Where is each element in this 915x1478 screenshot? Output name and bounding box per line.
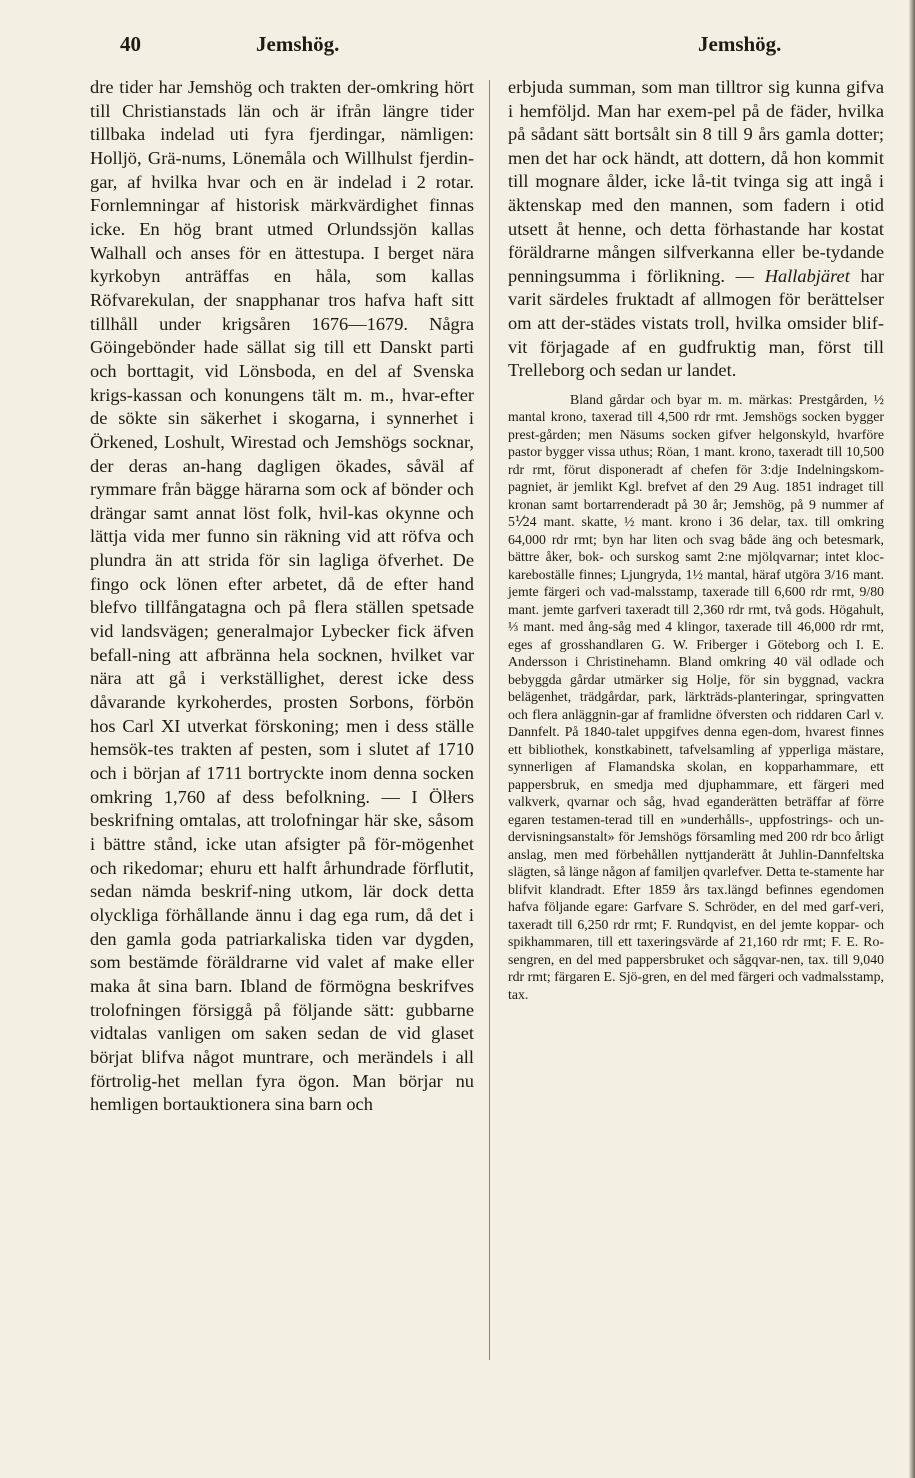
- left-column: [90, 76, 474, 1117]
- page-number: 40: [120, 32, 141, 56]
- paragraph-text: erbjuda summan, som man tilltror sig kunna gifva i hemföljd. Man har exem-pel på de fäder, hvilka på sådant sätt bortsålt sin 8 till 9 års gamla dotter; men det har ock händt, att dottern, då hon kommit till mognare ålder, icke lå-tit tvinga sig att ingå i äktenskap med den mannen, som fadern i otid utsett åt henne, och detta förhastande har kostat föräldrarne mången silfverkanna eller be-tydande penningsumma i förlikning. —: [508, 77, 884, 286]
- italic-place-name: Hallabjäret: [764, 265, 850, 286]
- column-divider: [489, 80, 490, 1360]
- right-column: [508, 76, 884, 1003]
- paragraph-text-end: har varit särdeles fruktadt af allmogen för berättelser om att der-städes vistats troll, hvilka omsider blif-vit förjagade af en gudfruktig man, först till Trelleborg och sedan ur landet.: [508, 265, 884, 381]
- small-print-paragraph: Bland gårdar och byar m. m. märkas: Prestgården, ½ mantal krono, taxerad till 4,500 rdr rmt. Jemshögs socken bygger prest-gården; men Näsums socken gifver helgonskyld, hvarföre pastor bygger vissa uthus; Röan, 1 mant. krono, taxeradt till 10,500 rdr rmt, förut disponeradt af chefen för 3:dje Indelningskom-pagniet, är jemlikt Kgl. brefvet af den 29 Aug. 1851 indraget till kronan samt bortarrenderadt på 30 år; Jemshög, på 9 nummer af 5⅟24 mant. skatte, ½ mant. krono i 36 delar, tax. till omkring 64,000 rdr rmt; byn har liten och svag både äng och betesmark, bättre åker, bok- och surskog samt 2:ne mjölqvarnar; intet kloc-kareboställe finnes; Ljungryda, 1½ mantal, häraf utgöra 3/16 mant. jemte färgeri och vad-malsstamp, taxerade till 6,600 rdr rmt, 9/80 mant. jemte garfveri taxeradt till 2,360 rdr rmt, två gods. Högahult, ⅓ mant. med ång-såg med 4 klingor, taxerade till 46,000 rdr rmt, eges af grosshandlaren G. W. Friberger i Göteborg och I. E. Andersson i Christinehamn. Bland omkring 40 väl odlade och bebyggda gårdar utmärker sig Holje, för sin byggnad, vackra belägenhet, trädgårdar, park, lärkträds-planteringar, springvatten och flera anläggnin-gar af framlidne öfversten och riddaren Carl v. Dannfelt. På 1840-talet uppgifves denna egen-dom, hvarest finnes ett bibliothek, konstkabinett, tafvelsamling af ypperliga mästare, synnerligen af Flamandska skolan, en kopparhammare, ett pappersbruk, en smedja med djuphammare, ett färgeri med valkverk, qvarnar och såg, hvad eganderätten beträffar af förre egaren testamen-terad till en »underhålls-, uppfostrings- och un-dervisningsanstalt» för Jemshögs församling med 200 rdr bco årligt anslag, men med förbehållen nyttjanderätt åt Juhlin-Dannfeltska slägten, så länge någon af familjen qvarlefver. Detta te-stamente har blifvit klandradt. Efter 1859 års tax.längd befinnes egendomen hafva följande egare: Garfvare S. Schröder, en del med garf-veri, taxeradt till 6,250 rdr rmt; F. Rundqvist, en del jemte koppar- och spikhammaren, till ett taxeringsvärde af 21,160 rdr rmt; F. E. Ro-sengren, en del med pappersbruket och sågqvar-nen, tax. till 9,040 rdr rmt; färgaren E. Sjö-gren, en del med färgeri och vadmalsstamp, tax.: [508, 391, 884, 1002]
- page-header: [88, 32, 896, 64]
- right-column-paragraph: [508, 76, 884, 383]
- running-head-right: Jemshög.: [698, 32, 782, 56]
- left-column-text: dre tider har Jemshög och trakten der-omkring hört till Christianstads län och är ifrån längre tider tillbaka indelad uti fyra fjerdingar, nämligen: Holljö, Grä-nums, Lönemåla och Willhulst fjerdin-gar, af hvilka hvar och en är indelad i 2 rotar. Fornlemningar af historisk märkvärdighet finnas icke. En hög brant utmed Orlundssjön kallas Walhall och anses för en ättestupa. I berget nära kyrkobyn anträffas en håla, som kallas Röfvarekulan, der snapphanar tros hafva haft sitt tillhåll under krigsåren 1676—1679. Några Göingebönder hade sällat sig till ett Danskt parti och borttagit, vid Lönsboda, en del af Svenska krigs-kassan och konungens tält m. m., hvar-efter de sökte sin säkerhet i skogarna, i synnerhet i Örkened, Loshult, Wirestad och Jemshögs socknar, der deras an-hang dagligen ökades, såväl af rymmare från bägge härarna som ock af bönder och drängar samt annat löst folk, hvil-kas okynne och lättja vida mer funno sin räkning vid att röfva och plundra än att strida för sin lagliga öfverhet. De fingo ock lönen efter arbetet, då de efter hand blefvo tillfångatagna och på flera ställen spetsade vid landsvägen; generalmajor Lybecker fick äfven befall-ning att afbränna hela socknen, hvilket var nära att gå i verkställighet, derest icke dess dåvarande kyrkoherdes, prosten Sorbons, förbön hos Carl XI utverkat förskoning; men i dess ställe hemsök-tes trakten af pesten, som i slutet af 1710 och i början af 1711 bortryckte inom denna socken omkring 1,760 af dess befolkning. — I Ölłers beskrifning omtalas, att trolofningar här ske, såsom i bättre stånd, icke utan afsigter på för-mögenhet och rikedomar; ehuru ett halft århundrade förflutit, sedan nämda beskrif-ning utkom, lär dock detta olyckliga förhållande ännu i dag ega rum, då det i den gamla goda patriarkaliska tiden var dygden, som bestämde föräldrarne vid valet af make eller maka åt sina barn. Ibland de förmögna beskrifves trolofningen försiggå på följande sätt: gubbarne vidtalas vanligen om saken sedan de vid glaset börjat blifva något muntrare, och merändels i all förtrolig-het mellan fyra ögon. Man börjar nu hemligen bortauktionera sina barn och: [90, 77, 474, 1115]
- page-edge-shadow: [909, 0, 915, 1478]
- running-head-left: Jemshög.: [256, 32, 340, 56]
